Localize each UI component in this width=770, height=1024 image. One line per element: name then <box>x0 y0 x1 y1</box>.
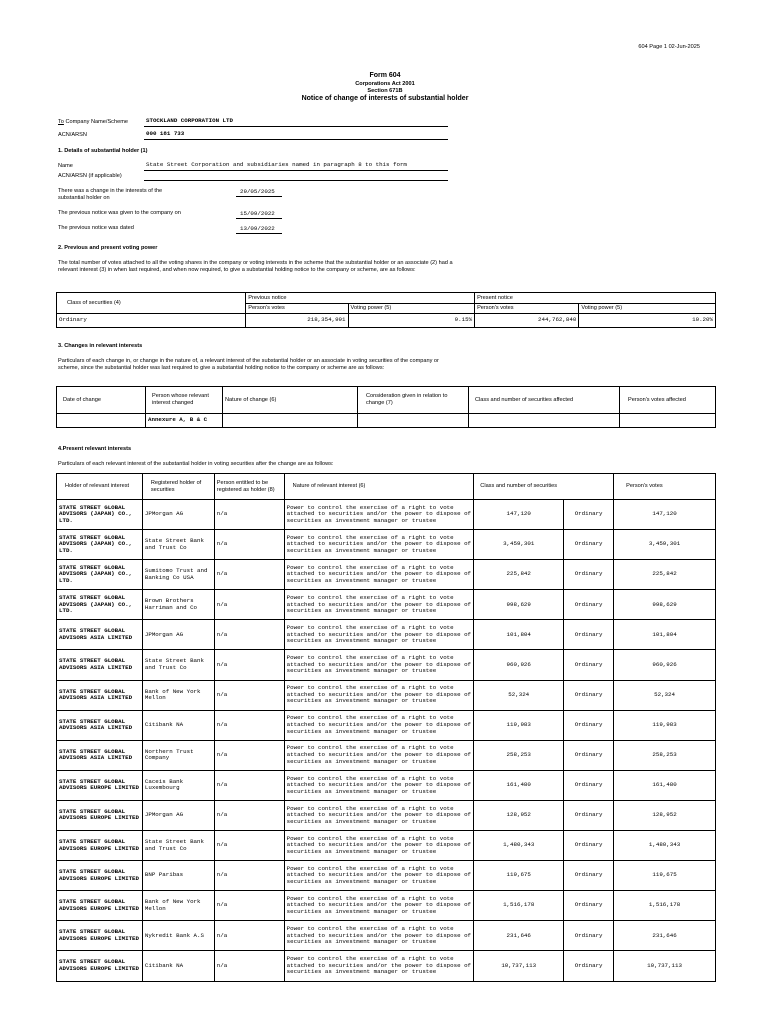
registered-cell: Bank of New York Mellon <box>142 891 214 921</box>
form-title: Form 604 <box>369 72 401 79</box>
table-row <box>57 891 716 921</box>
company-name: STOCKLAND CORPORATION LTD <box>146 117 233 124</box>
h-class-num: Class and number of securities <box>474 474 614 500</box>
nature-cell: Power to control the exercise of a right to vote attached to securities and/or the power to dispose of securities as investment manager or trustee <box>284 951 474 981</box>
holder-cell: STATE STREET GLOBAL ADVISORS EUROPE LIMITED <box>57 891 143 921</box>
class-cell: Ordinary <box>564 921 614 951</box>
s4-text: Particulars of each relevant interest of the substantial holder in voting securities after the change are as follows: <box>58 461 334 467</box>
row-class: Ordinary <box>57 314 246 328</box>
number-cell: 161,480 <box>474 770 564 800</box>
holder-cell: STATE STREET GLOBAL ADVISORS ASIA LIMITED <box>57 650 143 680</box>
table-row <box>57 921 716 951</box>
registered-cell: State Street Bank and Trust Co <box>142 831 214 861</box>
h-votes: Person's votes <box>614 474 716 500</box>
h-votes-affected: Person's votes affected <box>620 387 716 414</box>
acn-label: ACN/ARSN <box>58 132 87 138</box>
entitled-cell: n/a <box>214 500 284 530</box>
to-company-label: To Company Name/Scheme <box>58 119 128 125</box>
nature-cell: Power to control the exercise of a right to vote attached to securities and/or the power to dispose of securities as investment manager or trustee <box>284 560 474 590</box>
holder-cell: STATE STREET GLOBAL ADVISORS ASIA LIMITED <box>57 680 143 710</box>
votes-cell: 128,952 <box>614 800 716 830</box>
nature-cell: Power to control the exercise of a right to vote attached to securities and/or the power to dispose of securities as investment manager or trustee <box>284 831 474 861</box>
number-cell: 52,324 <box>474 680 564 710</box>
votes-cell: 998,629 <box>614 590 716 620</box>
entitled-cell: n/a <box>214 620 284 650</box>
number-cell: 998,629 <box>474 590 564 620</box>
h-pres-power: Voting power (5) <box>579 304 716 314</box>
votes-cell: 231,646 <box>614 921 716 951</box>
nature-cell: Power to control the exercise of a right to vote attached to securities and/or the power to dispose of securities as investment manager or trustee <box>284 861 474 891</box>
number-cell: 258,253 <box>474 740 564 770</box>
number-cell: 231,646 <box>474 921 564 951</box>
registered-cell: Caceis Bank Luxembourg <box>142 770 214 800</box>
holder-cell: STATE STREET GLOBAL ADVISORS (JAPAN) CO., LTD. <box>57 590 143 620</box>
holder-cell: STATE STREET GLOBAL ADVISORS EUROPE LIMITED <box>57 861 143 891</box>
table-row <box>57 500 716 530</box>
entitled-cell: n/a <box>214 710 284 740</box>
s2-heading: 2. Previous and present voting power <box>58 245 158 251</box>
table-row <box>57 740 716 770</box>
holder-acn-label: ACN/ARSN (if applicable) <box>58 173 122 179</box>
table-row <box>57 680 716 710</box>
h-registered: Registered holder of securities <box>142 474 214 500</box>
holder-cell: STATE STREET GLOBAL ADVISORS EUROPE LIMITED <box>57 921 143 951</box>
present-interests-table <box>56 473 716 982</box>
nature-cell: Power to control the exercise of a right to vote attached to securities and/or the power to dispose of securities as investment manager or trustee <box>284 650 474 680</box>
table-row <box>57 861 716 891</box>
h-holder: Holder of relevant interest <box>57 474 143 500</box>
s3-text: Particulars of each change in, or change in the nature of, a relevant interest of the substantial holder or an associate in voting securities of the company or scheme, since the substantial holder was last required to give a substantial holding notice to the company or scheme are as follows: <box>58 358 439 371</box>
class-cell: Ordinary <box>564 831 614 861</box>
entitled-cell: n/a <box>214 800 284 830</box>
s4-heading: 4.Present relevant interests <box>58 446 132 452</box>
number-cell: 3,459,301 <box>474 530 564 560</box>
registered-cell: Citibank NA <box>142 710 214 740</box>
number-cell: 147,120 <box>474 500 564 530</box>
votes-cell: 258,253 <box>614 740 716 770</box>
holder-cell: STATE STREET GLOBAL ADVISORS EUROPE LIMITED <box>57 770 143 800</box>
registered-cell: Brown Brothers Harriman and Co <box>142 590 214 620</box>
row-pres-votes: 244,762,840 <box>475 314 579 328</box>
registered-cell: Bank of New York Mellon <box>142 680 214 710</box>
registered-cell: Sumitomo Trust and Banking Co USA <box>142 560 214 590</box>
entitled-cell: n/a <box>214 650 284 680</box>
votes-cell: 101,804 <box>614 620 716 650</box>
s2-text: The total number of votes attached to all the voting shares in the company or voting interests in the scheme that the substantial holder or an associate (2) had a relevant interest (3) in when last required, and when now required, to give a substantial holding notice to the company or scheme, are as follows: <box>58 260 453 273</box>
class-cell: Ordinary <box>564 770 614 800</box>
holder-cell: STATE STREET GLOBAL ADVISORS ASIA LIMITED <box>57 710 143 740</box>
number-cell: 10,737,113 <box>474 951 564 981</box>
row-pres-power: 10.20% <box>579 314 716 328</box>
entitled-cell: n/a <box>214 951 284 981</box>
acn-value: 000 181 733 <box>146 130 185 137</box>
class-cell: Ordinary <box>564 951 614 981</box>
nature-cell: Power to control the exercise of a right to vote attached to securities and/or the power to dispose of securities as investment manager or trustee <box>284 590 474 620</box>
page-reference: 604 Page 1 02-Jun-2025 <box>638 44 700 50</box>
table-row <box>57 650 716 680</box>
table-row <box>57 770 716 800</box>
holder-name: State Street Corporation and subsidiaries named in paragraph 8 to this form <box>146 161 407 168</box>
holder-cell: STATE STREET GLOBAL ADVISORS EUROPE LIMITED <box>57 800 143 830</box>
nature-cell: Power to control the exercise of a right to vote attached to securities and/or the power to dispose of securities as investment manager or trustee <box>284 800 474 830</box>
number-cell: 119,983 <box>474 710 564 740</box>
class-cell: Ordinary <box>564 560 614 590</box>
table-row <box>57 951 716 981</box>
holder-cell: STATE STREET GLOBAL ADVISORS EUROPE LIMITED <box>57 951 143 981</box>
table-row <box>57 800 716 830</box>
number-cell: 128,952 <box>474 800 564 830</box>
table-row <box>57 710 716 740</box>
nature-cell: Power to control the exercise of a right to vote attached to securities and/or the power to dispose of securities as investment manager or trustee <box>284 770 474 800</box>
class-cell: Ordinary <box>564 891 614 921</box>
entitled-cell: n/a <box>214 560 284 590</box>
holder-cell: STATE STREET GLOBAL ADVISORS ASIA LIMITED <box>57 620 143 650</box>
section-title: Section 671B <box>367 88 403 94</box>
holder-cell: STATE STREET GLOBAL ADVISORS (JAPAN) CO., LTD. <box>57 500 143 530</box>
class-cell: Ordinary <box>564 861 614 891</box>
registered-cell: State Street Bank and Trust Co <box>142 530 214 560</box>
h-class: Class of securities (4) <box>57 293 246 314</box>
class-cell: Ordinary <box>564 650 614 680</box>
h-entitled: Person entitled to be registered as holder (8) <box>214 474 284 500</box>
class-cell: Ordinary <box>564 530 614 560</box>
holder-cell: STATE STREET GLOBAL ADVISORS (JAPAN) CO., LTD. <box>57 530 143 560</box>
entitled-cell: n/a <box>214 861 284 891</box>
votes-cell: 52,324 <box>614 680 716 710</box>
number-cell: 101,804 <box>474 620 564 650</box>
registered-cell: JPMorgan AG <box>142 800 214 830</box>
entitled-cell: n/a <box>214 891 284 921</box>
class-cell: Ordinary <box>564 590 614 620</box>
prev-given-label: The previous notice was given to the company on <box>58 210 181 216</box>
annexure: Annexure A, B & C <box>146 414 223 428</box>
nature-cell: Power to control the exercise of a right to vote attached to securities and/or the power to dispose of securities as investment manager or trustee <box>284 500 474 530</box>
registered-cell: Citibank NA <box>142 951 214 981</box>
table-row <box>57 560 716 590</box>
s1-heading: 1. Details of substantial holder (1) <box>58 148 148 154</box>
registered-cell: JPMorgan AG <box>142 620 214 650</box>
number-cell: 1,516,178 <box>474 891 564 921</box>
h-pres-votes: Person's votes <box>475 304 579 314</box>
prev-dated-label: The previous notice was dated <box>58 225 134 231</box>
entitled-cell: n/a <box>214 770 284 800</box>
change-date-label: There was a change in the interests of the substantial holder on <box>58 188 163 201</box>
act-title: Corporations Act 2001 <box>355 81 415 87</box>
table-row <box>57 831 716 861</box>
h-consideration: Consideration given in relation to change (7) <box>358 387 469 414</box>
h-nature: Nature of change (6) <box>223 387 358 414</box>
registered-cell: JPMorgan AG <box>142 500 214 530</box>
class-cell: Ordinary <box>564 500 614 530</box>
entitled-cell: n/a <box>214 921 284 951</box>
row-prev-power: 9.15% <box>348 314 475 328</box>
nature-cell: Power to control the exercise of a right to vote attached to securities and/or the power to dispose of securities as investment manager or trustee <box>284 921 474 951</box>
prev-dated-date: 13/09/2022 <box>240 225 275 232</box>
holder-cell: STATE STREET GLOBAL ADVISORS EUROPE LIMITED <box>57 831 143 861</box>
h-nature-interest: Nature of relevant interest (6) <box>284 474 474 500</box>
changes-table <box>56 386 716 428</box>
votes-cell: 225,842 <box>614 560 716 590</box>
entitled-cell: n/a <box>214 680 284 710</box>
class-cell: Ordinary <box>564 800 614 830</box>
registered-cell: State Street Bank and Trust Co <box>142 650 214 680</box>
row-prev-votes: 218,354,991 <box>246 314 348 328</box>
h-present: Present notice <box>475 293 716 304</box>
notice-title: Notice of change of interests of substantial holder <box>301 95 469 102</box>
nature-cell: Power to control the exercise of a right to vote attached to securities and/or the power to dispose of securities as investment manager or trustee <box>284 891 474 921</box>
holder-name-label: Name <box>58 163 73 169</box>
entitled-cell: n/a <box>214 831 284 861</box>
table-row <box>57 530 716 560</box>
registered-cell: BNP Paribas <box>142 861 214 891</box>
class-cell: Ordinary <box>564 710 614 740</box>
nature-cell: Power to control the exercise of a right to vote attached to securities and/or the power to dispose of securities as investment manager or trustee <box>284 710 474 740</box>
entitled-cell: n/a <box>214 740 284 770</box>
h-prev-power: Voting power (5) <box>348 304 475 314</box>
h-person: Person whose relevant interest changed <box>146 387 223 414</box>
change-date: 29/05/2025 <box>240 188 275 195</box>
nature-cell: Power to control the exercise of a right to vote attached to securities and/or the power to dispose of securities as investment manager or trustee <box>284 530 474 560</box>
votes-cell: 161,480 <box>614 770 716 800</box>
h-date: Date of change <box>57 387 146 414</box>
holder-cell: STATE STREET GLOBAL ADVISORS ASIA LIMITED <box>57 740 143 770</box>
class-cell: Ordinary <box>564 740 614 770</box>
votes-cell: 119,675 <box>614 861 716 891</box>
h-prev-votes: Person's votes <box>246 304 348 314</box>
votes-cell: 10,737,113 <box>614 951 716 981</box>
nature-cell: Power to control the exercise of a right to vote attached to securities and/or the power to dispose of securities as investment manager or trustee <box>284 740 474 770</box>
nature-cell: Power to control the exercise of a right to vote attached to securities and/or the power to dispose of securities as investment manager or trustee <box>284 620 474 650</box>
number-cell: 1,480,343 <box>474 831 564 861</box>
table-row <box>57 620 716 650</box>
votes-cell: 960,926 <box>614 650 716 680</box>
s3-heading: 3. Changes in relevant interests <box>58 343 143 349</box>
votes-cell: 147,120 <box>614 500 716 530</box>
holder-cell: STATE STREET GLOBAL ADVISORS (JAPAN) CO., LTD. <box>57 560 143 590</box>
votes-cell: 1,480,343 <box>614 831 716 861</box>
registered-cell: Nykredit Bank A.S <box>142 921 214 951</box>
votes-cell: 3,459,301 <box>614 530 716 560</box>
table-row <box>57 590 716 620</box>
h-class-number: Class and number of securities affected <box>469 387 620 414</box>
registered-cell: Northern Trust Company <box>142 740 214 770</box>
number-cell: 119,675 <box>474 861 564 891</box>
nature-cell: Power to control the exercise of a right to vote attached to securities and/or the power to dispose of securities as investment manager or trustee <box>284 680 474 710</box>
entitled-cell: n/a <box>214 530 284 560</box>
number-cell: 960,926 <box>474 650 564 680</box>
votes-cell: 119,983 <box>614 710 716 740</box>
entitled-cell: n/a <box>214 590 284 620</box>
votes-cell: 1,516,178 <box>614 891 716 921</box>
voting-power-table <box>56 292 716 328</box>
prev-given-date: 15/09/2022 <box>240 210 275 217</box>
class-cell: Ordinary <box>564 680 614 710</box>
class-cell: Ordinary <box>564 620 614 650</box>
number-cell: 225,842 <box>474 560 564 590</box>
h-previous: Previous notice <box>246 293 475 304</box>
